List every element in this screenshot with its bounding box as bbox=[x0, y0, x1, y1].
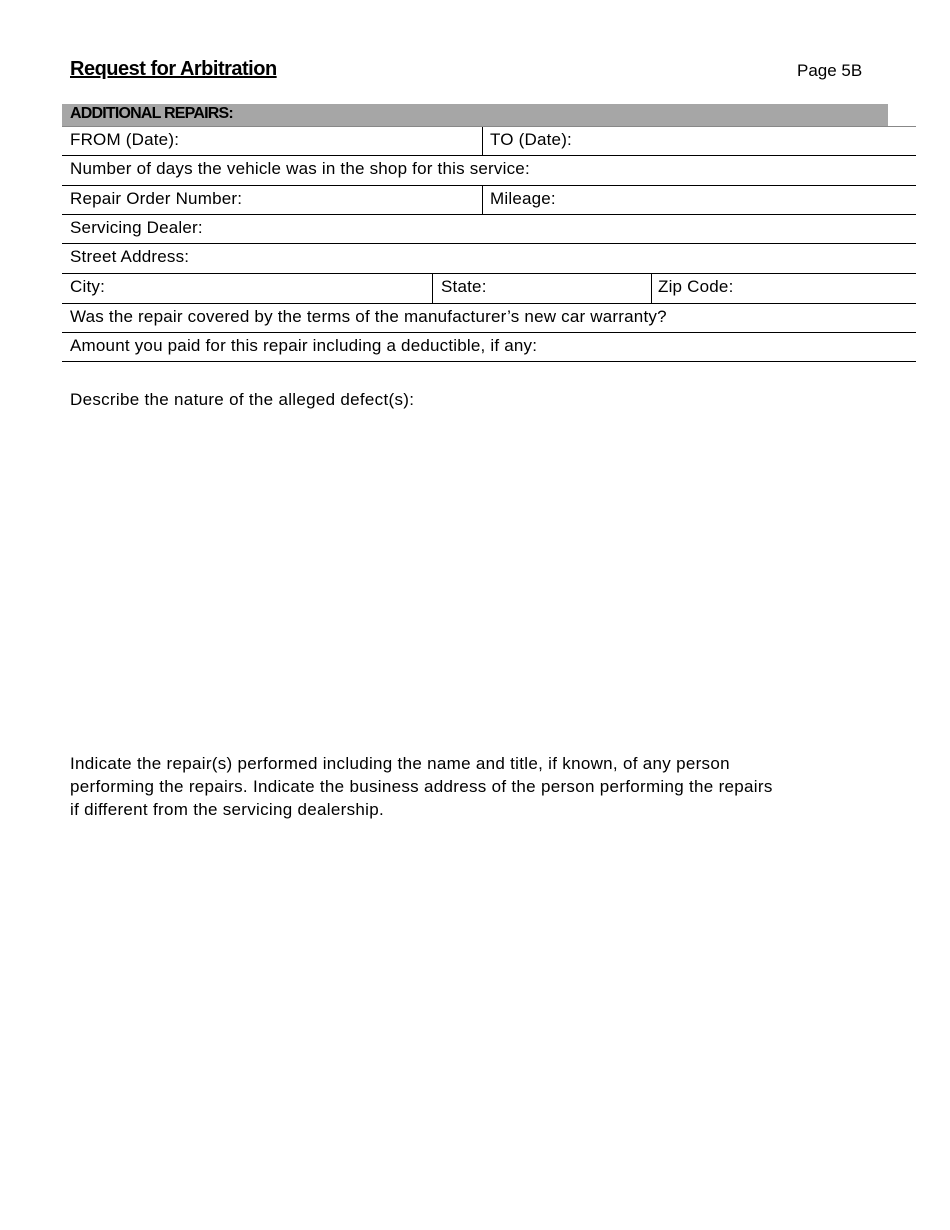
mileage-field[interactable]: Mileage: bbox=[490, 189, 556, 208]
divider bbox=[62, 155, 916, 156]
prompt-line: Indicate the repair(s) performed including the name and title, if known, of any person bbox=[70, 754, 730, 773]
from-date-field[interactable]: FROM (Date): bbox=[70, 130, 180, 149]
column-divider bbox=[482, 186, 483, 215]
prompt-line: performing the repairs. Indicate the business address of the person performing the repairs bbox=[70, 777, 773, 796]
divider bbox=[62, 303, 916, 304]
divider bbox=[62, 243, 916, 244]
state-field[interactable]: State: bbox=[441, 277, 487, 296]
zip-code-field[interactable]: Zip Code: bbox=[658, 277, 734, 296]
page-title: Request for Arbitration bbox=[70, 58, 277, 80]
defect-description-prompt: Describe the nature of the alleged defect(s): bbox=[70, 390, 415, 409]
page-number: Page 5B bbox=[797, 61, 863, 80]
divider bbox=[62, 126, 916, 127]
divider bbox=[62, 273, 916, 274]
servicing-dealer-field[interactable]: Servicing Dealer: bbox=[70, 218, 203, 237]
column-divider bbox=[651, 274, 652, 304]
divider bbox=[62, 332, 916, 333]
divider bbox=[62, 361, 916, 362]
divider bbox=[62, 214, 916, 215]
repairs-performed-prompt bbox=[70, 752, 773, 821]
amount-paid-field[interactable]: Amount you paid for this repair including a deductible, if any: bbox=[70, 336, 538, 355]
section-heading: ADDITIONAL REPAIRS: bbox=[70, 105, 233, 122]
street-address-field[interactable]: Street Address: bbox=[70, 247, 190, 266]
warranty-field[interactable]: Was the repair covered by the terms of the manufacturer’s new car warranty? bbox=[70, 307, 667, 326]
to-date-field[interactable]: TO (Date): bbox=[490, 130, 572, 149]
column-divider bbox=[432, 274, 433, 304]
prompt-line: if different from the servicing dealership. bbox=[70, 800, 385, 819]
days-in-shop-field[interactable]: Number of days the vehicle was in the shop for this service: bbox=[70, 159, 530, 178]
repair-order-field[interactable]: Repair Order Number: bbox=[70, 189, 243, 208]
city-field[interactable]: City: bbox=[70, 277, 105, 296]
column-divider bbox=[482, 127, 483, 156]
divider bbox=[62, 185, 916, 186]
